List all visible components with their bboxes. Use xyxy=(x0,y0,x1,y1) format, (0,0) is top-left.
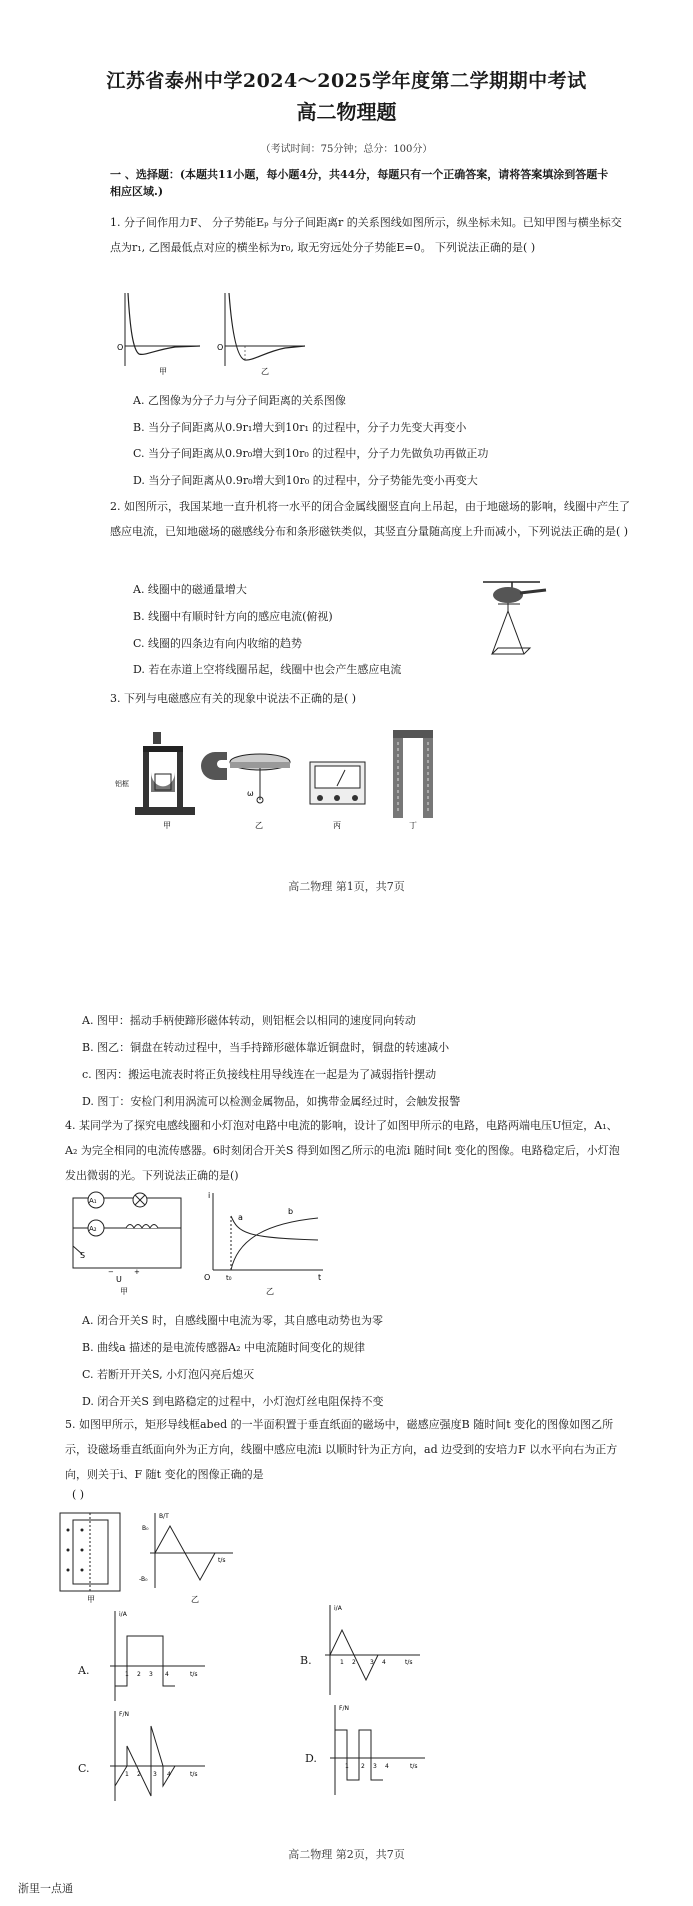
q1-origin-1: O xyxy=(117,343,124,352)
q4-axis-i: i xyxy=(208,1191,211,1200)
q3-option-a: A. 图甲：摇动手柄使蹄形磁体转动，则铝框会以相同的速度同向转动 xyxy=(82,1014,416,1027)
section-heading: 一 、选择题：(本题共11小题，每小题4分，共44分，每题只有一个正确答案，请将答案填涂到答题卡相应区域.) xyxy=(110,168,609,198)
q5-a-axis: i/A xyxy=(119,1611,127,1618)
q5-t-axis: t/s xyxy=(218,1557,226,1564)
q5-d-tick-2: 2 xyxy=(361,1763,365,1770)
q4-u-label: U xyxy=(116,1275,122,1284)
q5-setup-figure xyxy=(55,1508,235,1604)
q5-a-tick-1: 1 xyxy=(125,1671,129,1678)
q4-plus: + xyxy=(134,1268,140,1276)
q5-paren: ( ) xyxy=(72,1488,85,1501)
q1-stem: 1. 分子间作用力F、 分子势能Eₚ 与分子间距离r 的关系图线如图所示，纵坐标未知。已知甲图与横坐标交点为r₁, 乙图最低点对应的横坐标为r₀, 取无穷远处分子势能E=0。 下列说法正确的是( ) xyxy=(110,216,622,254)
q5-option-c-letter: C. xyxy=(78,1762,90,1775)
q5-b-t-axis: t/s xyxy=(405,1659,413,1666)
q5-option-c-graph xyxy=(105,1706,215,1806)
q3-fig-bing xyxy=(310,762,365,830)
q5-b-tick-3: 3 xyxy=(370,1659,374,1666)
q5-option-a-graph xyxy=(105,1606,215,1706)
q4-option-b: B. 曲线a 描述的是电流传感器A₂ 中电流随时间变化的规律 xyxy=(82,1341,365,1354)
q3-stem: 3. 下列与电磁感应有关的现象中说法不正确的是( ) xyxy=(110,692,357,705)
q5-d-tick-4: 4 xyxy=(385,1763,389,1770)
q3-label-bing: 丙 xyxy=(333,821,341,830)
q1-graph-yi xyxy=(217,293,305,376)
q5-c-tick-2: 2 xyxy=(137,1771,141,1778)
q3-fig-ding xyxy=(393,730,433,830)
q4-circuit xyxy=(73,1192,181,1296)
q4-stem: 4. 某同学为了探究电感线圈和小灯泡对电路中电流的影响，设计了如图甲所示的电路，电路两端电压U恒定，A₁、A₂ 为完全相同的电流传感器。6时刻闭合开关S 得到如图乙所示的电流i 随时间t 变化的图像。电路稳定后，小灯泡发出微弱的光。下列说法正确的是() xyxy=(65,1119,620,1182)
q2-option-a: A. 线圈中的磁通量增大 xyxy=(133,583,247,596)
q5-fig-yi xyxy=(139,1513,233,1604)
q1-origin-2: O xyxy=(217,343,224,352)
q3-fig-jia xyxy=(115,732,195,830)
q4-a1-label: A₁ xyxy=(89,1197,97,1205)
q5-d-tick-3: 3 xyxy=(373,1763,377,1770)
q1-graph-jia xyxy=(117,293,200,376)
q5-b0: B₀ xyxy=(142,1525,149,1532)
q3-option-c: c. 图丙：搬运电流表时将正负接线柱用导线连在一起是为了减弱指针摆动 xyxy=(82,1068,437,1081)
q3-label-jia: 甲 xyxy=(163,821,171,830)
q4-t0: t₀ xyxy=(226,1274,232,1282)
q5-d-axis: F/N xyxy=(339,1705,349,1712)
q4-option-d: D. 闭合开关S 到电路稳定的过程中，小灯泡灯丝电阻保持不变 xyxy=(82,1395,384,1408)
q5-b-tick-4: 4 xyxy=(382,1659,386,1666)
q2-stem: 2. 如图所示，我国某地一直升机将一水平的闭合金属线圈竖直向上吊起，由于地磁场的影响，线圈中产生了感应电流，已知地磁场的磁感线分布和条形磁铁类似，其竖直分量随高度上升而减小，下列说法正确的是( ) xyxy=(110,500,630,538)
q4-figure xyxy=(68,1188,328,1298)
q3-option-d: D. 图丁：安检门利用涡流可以检测金属物品，如携带金属经过时，会触发报警 xyxy=(82,1095,461,1108)
q4-minus: − xyxy=(108,1268,114,1276)
q2-option-b: B. 线圈中有顺时针方向的感应电流(俯视) xyxy=(133,610,333,623)
exam-subtitle: 高二物理题 xyxy=(296,100,397,124)
q5-option-b-graph xyxy=(320,1600,430,1700)
q5-label-jia: 甲 xyxy=(87,1595,95,1604)
q3-label-ding: 丁 xyxy=(409,821,417,830)
q5-a-tick-3: 3 xyxy=(149,1671,153,1678)
q5-label-yi: 乙 xyxy=(191,1595,199,1604)
q4-origin: O xyxy=(204,1273,211,1282)
page2-footer: 高二物理 第2页，共7页 xyxy=(288,1848,405,1861)
q3-fig-yi xyxy=(201,752,290,830)
q4-graph xyxy=(204,1191,323,1296)
page1-footer: 高二物理 第1页，共7页 xyxy=(288,880,405,893)
q5-neg-b0: -B₀ xyxy=(139,1576,148,1583)
q1-option-c: C. 当分子间距离从0.9r₀增大到10r₀ 的过程中，分子力先做负功再做正功 xyxy=(133,447,489,460)
q3-side-label: 铝框 xyxy=(115,780,129,788)
q5-c-tick-4: 4 xyxy=(167,1771,171,1778)
q4-option-c: C. 若断开开关S, 小灯泡闪亮后熄灭 xyxy=(82,1368,255,1381)
q3-figure xyxy=(115,712,445,832)
q5-option-d-letter: D. xyxy=(305,1752,317,1765)
q1-option-b: B. 当分子间距离从0.9r₁增大到10r₁ 的过程中，分子力先变大再变小 xyxy=(133,421,467,434)
exam-title: 江苏省泰州中学2024～2025学年度第二学期期中考试 xyxy=(106,70,587,92)
q5-c-tick-1: 1 xyxy=(125,1771,129,1778)
q5-b-option-axis: i/A xyxy=(334,1605,342,1612)
q2-option-c: C. 线圈的四条边有向内收缩的趋势 xyxy=(133,637,303,650)
exam-info: （考试时间：75分钟；总分：100分） xyxy=(260,144,433,155)
q5-option-b-letter: B. xyxy=(300,1654,312,1667)
q5-b-tick-2: 2 xyxy=(352,1659,356,1666)
q3-label-yi: 乙 xyxy=(255,821,263,830)
q4-curve-b: b xyxy=(288,1207,294,1216)
q5-fig-jia xyxy=(60,1513,120,1604)
q1-label-jia: 甲 xyxy=(159,367,167,376)
q5-b-tick-1: 1 xyxy=(340,1659,344,1666)
q5-c-t-axis: t/s xyxy=(190,1771,198,1778)
q5-option-d-graph xyxy=(325,1700,435,1800)
q5-a-tick-4: 4 xyxy=(165,1671,169,1678)
q4-a2-label: A₂ xyxy=(89,1225,97,1233)
q1-label-yi: 乙 xyxy=(261,367,269,376)
q5-c-axis: F/N xyxy=(119,1711,129,1718)
q1-figure xyxy=(115,288,315,378)
q5-a-t-axis: t/s xyxy=(190,1671,198,1678)
q1-option-a: A. 乙图像为分子力与分子间距离的关系图像 xyxy=(133,394,346,407)
q4-axis-t: t xyxy=(318,1273,322,1282)
q3-omega: ω xyxy=(247,789,254,798)
q4-curve-a: a xyxy=(238,1213,243,1222)
q5-stem: 5. 如图甲所示，矩形导线框abed 的一半面积置于垂直纸面的磁场中，磁感应强度B 随时间t 变化的图像如图乙所示，设磁场垂直纸面向外为正方向，线圈中感应电流i 以顺时针为正方向，ad 边受到的安培力F 以水平向右为正方向，则关于i、F 随t 变化的图像正确的是 xyxy=(65,1418,618,1481)
q4-label-yi: 乙 xyxy=(266,1287,274,1296)
q5-b-axis: B/T xyxy=(159,1513,169,1520)
q2-helicopter-figure xyxy=(478,578,558,663)
q5-c-tick-3: 3 xyxy=(153,1771,157,1778)
q2-option-d: D. 若在赤道上空将线圈吊起，线圈中也会产生感应电流 xyxy=(133,663,402,676)
watermark: 浙里一点通 xyxy=(18,1882,73,1895)
q4-switch-label: S xyxy=(80,1251,86,1260)
q1-option-d: D. 当分子间距离从0.9r₀增大到10r₀ 的过程中，分子势能先变小再变大 xyxy=(133,474,478,487)
q4-option-a: A. 闭合开关S 时，自感线圈中电流为零，其自感电动势也为零 xyxy=(82,1314,383,1327)
q5-d-tick-1: 1 xyxy=(345,1763,349,1770)
q3-option-b: B. 图乙：铜盘在转动过程中，当手持蹄形磁体靠近铜盘时，铜盘的转速减小 xyxy=(82,1041,450,1054)
q4-label-jia: 甲 xyxy=(120,1287,128,1296)
q5-a-tick-2: 2 xyxy=(137,1671,141,1678)
q5-option-a-letter: A. xyxy=(78,1664,90,1677)
q5-d-t-axis: t/s xyxy=(410,1763,418,1770)
